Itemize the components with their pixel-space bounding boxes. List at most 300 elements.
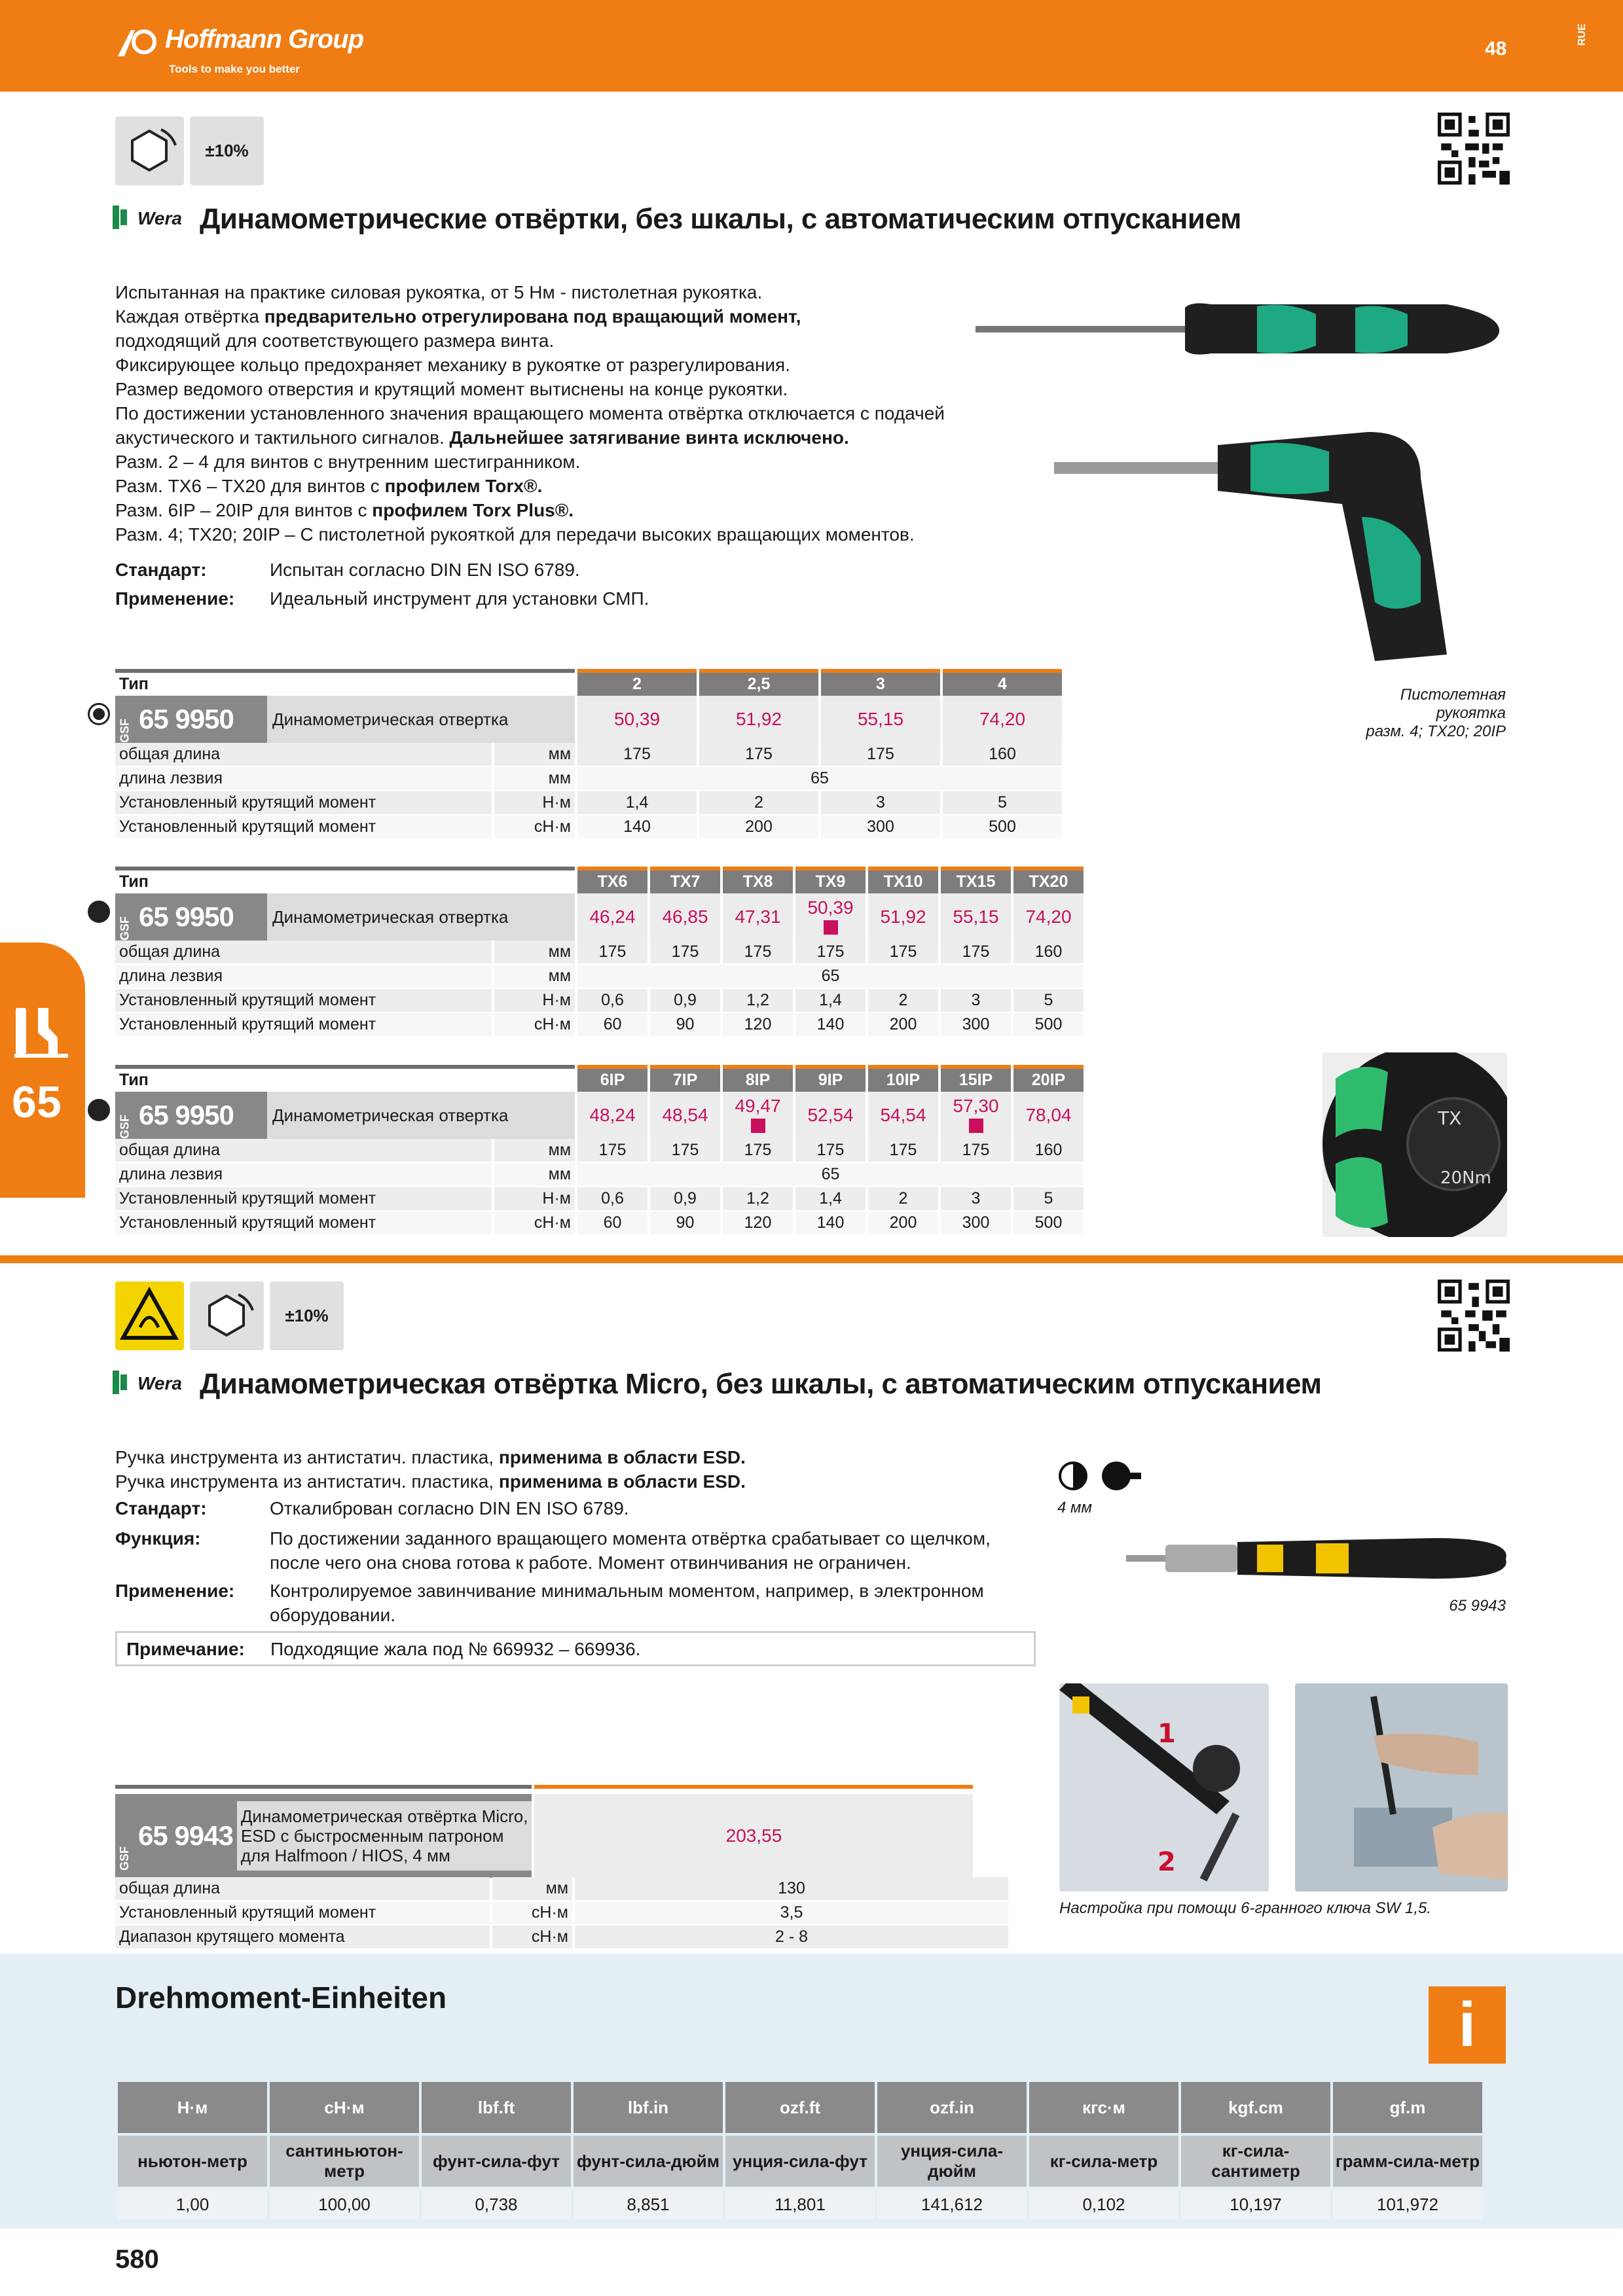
price-cell[interactable] — [577, 893, 647, 941]
spec-value: 175 — [577, 1139, 647, 1163]
spec-label: Диапазон крутящего момента — [115, 1926, 490, 1950]
spec-row — [115, 1926, 1008, 1950]
spec-value: 300 — [941, 1211, 1011, 1236]
handle-engraving-nm: 20Nm — [1440, 1168, 1491, 1188]
spec-value: 1,4 — [577, 791, 697, 816]
text: Размер ведомого отверстия и крутящий момент вытиснены на конце рукоятки. — [115, 379, 788, 399]
spec-label: общая длина — [115, 1877, 490, 1901]
unit-value: 11,801 — [725, 2189, 875, 2219]
spec-value: 90 — [650, 1211, 720, 1236]
catalog-page-number: 48 — [1485, 38, 1507, 60]
step-2-label: 2 — [1158, 1847, 1176, 1877]
type-label: Тип — [115, 867, 575, 893]
bold-text: применима в области ESD. — [498, 1471, 746, 1492]
unit-header: cН·м — [270, 2082, 419, 2133]
text: Разм. TX6 – TX20 для винтов с — [115, 476, 385, 496]
price-value: 51,92 — [880, 906, 926, 927]
handle-engraving-tx: TX — [1438, 1107, 1462, 1129]
brand-slogan: Tools to make you better — [169, 63, 300, 75]
spec-value: 160 — [1013, 941, 1084, 965]
function-label: Функция: — [115, 1528, 201, 1549]
spec-label: общая длина — [115, 941, 492, 965]
info-icon[interactable]: i — [1429, 1986, 1506, 2064]
unit-name: грамм-сила-метр — [1333, 2136, 1482, 2187]
article-number[interactable]: 65 9950 — [135, 696, 267, 743]
spec-value: 120 — [723, 1013, 793, 1037]
unit-header: ozf.ft — [725, 2082, 875, 2133]
price-cell[interactable] — [577, 696, 697, 743]
price-cell[interactable] — [723, 1092, 793, 1139]
description-line — [115, 280, 993, 304]
price-cell[interactable] — [795, 1092, 866, 1139]
article-description — [237, 1801, 532, 1871]
description-line — [115, 522, 993, 547]
tolerance-box-2 — [270, 1282, 344, 1350]
size-header: TX8 — [723, 867, 793, 893]
article-description: Динамометрическая отвертка — [267, 696, 559, 743]
spec-label: длина лезвия — [115, 965, 492, 989]
unit-value: 0,738 — [422, 2189, 571, 2219]
bold-text: предварительно отрегулирована под вращающий момент, — [264, 306, 801, 327]
application-label: Применение: — [115, 1581, 235, 1601]
article-inner — [115, 893, 559, 941]
spec-value: 300 — [941, 1013, 1011, 1037]
function-line: По достижении заданного вращающего момента отвёртка срабатывает со щелчком, — [270, 1528, 991, 1549]
unit-name: унция-сила-фут — [725, 2136, 875, 2187]
unit-value: 0,102 — [1029, 2189, 1178, 2219]
unit-value: 141,612 — [877, 2189, 1027, 2219]
gsf-label: GSF — [115, 1092, 135, 1139]
spec-unit: мм — [494, 1163, 575, 1187]
adjustment-photo-1 — [1059, 1683, 1269, 1892]
bold-text: применима в области ESD. — [498, 1447, 746, 1467]
price-value: 74,20 — [1025, 906, 1072, 927]
pistol-caption — [1283, 686, 1506, 741]
size-header: 3 — [821, 669, 940, 696]
price-cell[interactable]: 203,55 — [534, 1794, 973, 1878]
text: Разм. 4; TX20; 20IP – С пистолетной рукояткой для передачи высоких вращающих моментов. — [115, 524, 915, 545]
size-header: 8IP — [723, 1065, 793, 1092]
article-inner — [115, 1092, 559, 1139]
brand-logo-text: Hoffmann Group — [165, 25, 364, 54]
article-row[interactable] — [115, 1092, 1084, 1139]
description-line — [115, 377, 993, 401]
bold-text: профилем Torx®. — [384, 476, 543, 496]
description-line — [115, 1445, 993, 1469]
price-cell[interactable] — [650, 1092, 720, 1139]
table-top-rule — [534, 1785, 973, 1794]
size-header: 10IP — [868, 1065, 938, 1092]
article-cell[interactable] — [115, 1092, 575, 1139]
price-cell[interactable] — [941, 1092, 1011, 1139]
spec-value: 175 — [699, 743, 818, 767]
micro-product-table — [113, 1785, 976, 1878]
spec-value: 5 — [1013, 1187, 1084, 1211]
unit-header: Н·м — [118, 2082, 267, 2133]
article-row[interactable] — [115, 696, 1062, 743]
spec-row — [115, 1013, 1084, 1037]
spec-value: 130 — [575, 1877, 1008, 1901]
spec-unit: мм — [494, 1139, 575, 1163]
price-value: 51,92 — [735, 709, 782, 729]
price-cell[interactable] — [868, 893, 938, 941]
price-cell[interactable] — [795, 893, 866, 941]
text: Ручка инструмента из антистатич. пластика, — [115, 1447, 499, 1467]
unit-name: кг-сила-метр — [1029, 2136, 1178, 2187]
unit-name: кг-сила-сантиметр — [1181, 2136, 1330, 2187]
spec-value: 2 — [868, 1187, 938, 1211]
spec-label: Установленный крутящий момент — [115, 1211, 492, 1236]
spec-value: 175 — [868, 1139, 938, 1163]
description-line — [115, 450, 993, 474]
size-header-row — [115, 1065, 1084, 1092]
price-cell[interactable] — [723, 893, 793, 941]
article-number[interactable]: 65 9950 — [135, 893, 267, 941]
size-header: 9IP — [795, 1065, 866, 1092]
spec-value: 120 — [723, 1211, 793, 1236]
spec-value: 175 — [650, 941, 720, 965]
price-value: 78,04 — [1025, 1105, 1072, 1125]
spec-label: Установленный крутящий момент — [115, 1013, 492, 1037]
spec-value: 140 — [577, 816, 697, 840]
spec-label: длина лезвия — [115, 1163, 492, 1187]
spec-value: 140 — [795, 1013, 866, 1037]
hex-torque-symbol — [115, 117, 184, 185]
spec-row — [115, 743, 1062, 767]
function-value — [270, 1526, 991, 1575]
price-value: 54,54 — [880, 1105, 926, 1125]
text: Разм. 6IP – 20IP для винтов с — [115, 500, 373, 520]
spec-value: 3,5 — [575, 1901, 1008, 1926]
unit-name: сантиньютон-метр — [270, 2136, 419, 2187]
section1-description — [115, 280, 993, 547]
esd-symbol — [115, 1282, 184, 1350]
units-table — [115, 2079, 1485, 2222]
spec-unit: cН·м — [494, 816, 575, 840]
description-line — [115, 1469, 993, 1494]
spec-row — [115, 989, 1084, 1013]
size-header: 20IP — [1013, 1065, 1084, 1092]
page-number: 580 — [115, 2245, 159, 2274]
hexagon-icon — [115, 117, 184, 185]
spec-value: 0,6 — [577, 989, 647, 1013]
size-header: 15IP — [941, 1065, 1011, 1092]
spec-label: Установленный крутящий момент — [115, 1901, 490, 1926]
spec-unit: мм — [494, 743, 575, 767]
size-header: TX10 — [868, 867, 938, 893]
gsf-label: GSF — [115, 893, 135, 941]
screwdriver-image — [976, 275, 1506, 380]
spec-value: 175 — [650, 1139, 720, 1163]
spec-value: 0,9 — [650, 1187, 720, 1211]
section2-description — [115, 1445, 993, 1494]
spec-value: 500 — [1013, 1013, 1084, 1037]
spec-unit: мм — [494, 767, 575, 791]
price-value: 49,47 — [735, 1096, 781, 1116]
spec-row — [115, 816, 1062, 840]
spec-row — [115, 1139, 1084, 1163]
spec-value: 0,9 — [650, 989, 720, 1013]
spec-label: длина лезвия — [115, 767, 492, 791]
tolerance-box — [190, 117, 264, 185]
spec-value: 2 - 8 — [575, 1926, 1008, 1950]
application-value — [270, 1579, 984, 1627]
standard-value: Испытан согласно DIN EN ISO 6789. — [270, 560, 580, 580]
size-header: 2 — [577, 669, 697, 696]
description-line — [115, 329, 993, 353]
spec-value: 65 — [577, 767, 1062, 791]
micro-screwdriver-image — [1126, 1518, 1512, 1597]
tolerance-value: ±10% — [205, 141, 249, 160]
spec-value: 200 — [699, 816, 818, 840]
spec-row — [115, 1163, 1084, 1187]
price-cell[interactable] — [868, 1092, 938, 1139]
hexagon-icon — [190, 1282, 264, 1350]
text: акустического и тактильного сигналов. — [115, 427, 450, 448]
tools-icon — [12, 1001, 71, 1060]
spec-value: 1,4 — [795, 1187, 866, 1211]
price-cell[interactable] — [650, 893, 720, 941]
pistol-screwdriver-image — [1054, 406, 1512, 668]
size-header: 7IP — [650, 1065, 720, 1092]
text: По достижении установленного значения вращающего момента отвёртка отключается с подачей — [115, 403, 945, 423]
spec-row — [115, 965, 1084, 989]
price-cell[interactable] — [1013, 1092, 1084, 1139]
spec-unit: Н·м — [494, 791, 575, 816]
table-top-rule — [115, 1785, 532, 1794]
torx-icon — [88, 901, 110, 923]
section1-title: Динамометрические отвёртки, без шкалы, с автоматическим отпусканием — [200, 203, 1241, 235]
article-number[interactable]: 65 9943 — [134, 1801, 237, 1871]
desc-line: ESD с быстросменным патроном — [240, 1826, 504, 1846]
section2-title: Динамометрическая отвёртка Micro, без шкалы, с автоматическим отпусканием — [200, 1368, 1322, 1400]
price-value: 55,15 — [857, 709, 904, 729]
spec-label: Установленный крутящий момент — [115, 791, 492, 816]
size-header-row — [115, 867, 1084, 893]
description-line — [115, 425, 993, 450]
spec-row — [115, 791, 1062, 816]
spec-value: 175 — [941, 1139, 1011, 1163]
size-header: TX6 — [577, 867, 647, 893]
qr-code-icon[interactable] — [1438, 1280, 1510, 1352]
spec-value: 3 — [821, 791, 940, 816]
language-code: RUE — [1576, 24, 1588, 46]
spec-value: 1,2 — [723, 989, 793, 1013]
type-label: Тип — [115, 1065, 575, 1092]
chuck-symbols-icon — [1057, 1460, 1142, 1492]
wera-brand-text: Wera — [137, 1373, 182, 1393]
spec-value: 60 — [577, 1013, 647, 1037]
spec-unit: мм — [494, 941, 575, 965]
function-line: после чего она снова готова к работе. Момент отвинчивания не ограничен. — [270, 1552, 911, 1573]
spec-unit: cН·м — [494, 1013, 575, 1037]
application-line: оборудовании. — [270, 1605, 396, 1625]
description-line — [115, 401, 993, 425]
unit-value: 10,197 — [1181, 2189, 1330, 2219]
wera-brand-text: Wera — [137, 208, 182, 228]
hex-torque-symbol-2 — [190, 1282, 264, 1350]
price-value: 46,24 — [589, 906, 636, 927]
unit-header: lbf.in — [574, 2082, 723, 2133]
note-value: Подходящие жала под № 669932 – 669936. — [270, 1639, 641, 1659]
article-inner — [115, 696, 559, 743]
desc-line: Динамометрическая отвёртка Micro, — [240, 1806, 528, 1826]
spec-row — [115, 941, 1084, 965]
price-value: 48,54 — [662, 1105, 708, 1125]
spec-unit: мм — [494, 965, 575, 989]
description-line — [115, 353, 993, 377]
spec-row — [115, 767, 1062, 791]
spec-value: 160 — [1013, 1139, 1084, 1163]
unit-header: ozf.in — [877, 2082, 1027, 2133]
spec-value: 140 — [795, 1211, 866, 1236]
price-value: 50,39 — [613, 709, 661, 729]
standard-label: Стандарт: — [115, 560, 207, 580]
spec-value: 3 — [941, 1187, 1011, 1211]
price-value: 55,15 — [953, 906, 999, 927]
text: Испытанная на практике силовая рукоятка, от 5 Нм - пистолетная рукоятка. — [115, 282, 763, 302]
article-cell[interactable] — [115, 1794, 532, 1878]
spec-value: 200 — [868, 1211, 938, 1236]
esd-icon — [115, 1282, 184, 1350]
article-cell[interactable] — [115, 696, 575, 743]
spec-value: 200 — [868, 1013, 938, 1037]
spec-value: 175 — [795, 1139, 866, 1163]
size-header: TX20 — [1013, 867, 1084, 893]
gsf-label: GSF — [115, 696, 135, 743]
application-label: Применение: — [115, 588, 235, 609]
chapter-tab — [0, 942, 85, 1198]
micro-spec-table — [113, 1877, 1011, 1950]
unit-header: kgf.cm — [1181, 2082, 1330, 2133]
size-header: TX7 — [650, 867, 720, 893]
hoffmann-logo-icon — [115, 24, 161, 60]
new-price-marker-icon — [824, 920, 838, 935]
photo-caption: Настройка при помощи 6-гранного ключа SW 1,5. — [1059, 1899, 1432, 1917]
spec-value: 5 — [943, 791, 1062, 816]
description-line — [115, 474, 993, 498]
unit-header: кгс·м — [1029, 2082, 1178, 2133]
spec-value: 175 — [868, 941, 938, 965]
adjustment-photo-2 — [1295, 1683, 1508, 1892]
spec-value: 175 — [577, 743, 697, 767]
spec-label: Установленный крутящий момент — [115, 989, 492, 1013]
price-cell[interactable] — [699, 696, 818, 743]
spec-value: 500 — [1013, 1211, 1084, 1236]
size-header-row — [115, 669, 1062, 696]
pistol-caption-line: разм. 4; TX20; 20IP — [1366, 723, 1506, 740]
spec-value: 1,2 — [723, 1187, 793, 1211]
unit-header: gf.m — [1333, 2082, 1482, 2133]
price-cell[interactable] — [943, 696, 1062, 743]
size-header: TX15 — [941, 867, 1011, 893]
note-box — [115, 1631, 1036, 1666]
unit-name: ньютон-метр — [118, 2136, 267, 2187]
price-value: 48,24 — [589, 1105, 636, 1125]
hex-socket-icon — [88, 703, 110, 725]
spec-label: общая длина — [115, 743, 492, 767]
spec-row — [115, 1901, 1008, 1926]
text: Ручка инструмента из антистатич. пластика, — [115, 1471, 499, 1492]
price-value: 57,30 — [953, 1096, 999, 1116]
size-header: 6IP — [577, 1065, 647, 1092]
spec-label: Установленный крутящий момент — [115, 1187, 492, 1211]
bold-text: Дальнейшее затягивание винта исключено. — [449, 427, 849, 448]
spec-value: 5 — [1013, 989, 1084, 1013]
unit-header: lbf.ft — [422, 2082, 571, 2133]
article-description: Динамометрическая отвертка — [267, 893, 559, 941]
step-1-label: 1 — [1158, 1719, 1176, 1749]
spec-value: 175 — [821, 743, 940, 767]
text: Каждая отвёртка — [115, 306, 264, 327]
qr-code-icon[interactable] — [1438, 113, 1510, 185]
spec-row — [115, 1877, 1008, 1901]
section-separator — [0, 1255, 1623, 1263]
description-line — [115, 498, 993, 522]
price-value: 46,85 — [662, 906, 708, 927]
size-header: 4 — [943, 669, 1062, 696]
unit-value: 8,851 — [574, 2189, 723, 2219]
spec-value: 500 — [943, 816, 1062, 840]
price-cell[interactable] — [941, 893, 1011, 941]
description-line — [115, 304, 993, 329]
spec-row — [115, 1211, 1084, 1236]
type-label: Тип — [115, 669, 575, 696]
pistol-caption-line: рукоятка — [1436, 704, 1506, 722]
text: Фиксирующее кольцо предохраняет механику в рукоятке от разрегулирования. — [115, 355, 790, 375]
price-cell[interactable] — [821, 696, 940, 743]
spec-unit: cН·м — [492, 1926, 572, 1950]
spec-value: 3 — [941, 989, 1011, 1013]
standard-value: Откалиброван согласно DIN EN ISO 6789. — [270, 1498, 629, 1518]
standard-label: Стандарт: — [115, 1498, 207, 1518]
article-number[interactable]: 65 9950 — [135, 1092, 267, 1139]
torx-plus-icon — [88, 1099, 110, 1121]
application-line: Контролируемое завинчивание минимальным моментом, например, в электронном — [270, 1581, 984, 1601]
spec-value: 175 — [723, 1139, 793, 1163]
spec-value: 2 — [868, 989, 938, 1013]
spec-unit: Н·м — [494, 1187, 575, 1211]
text: подходящий для соответствующего размера винта. — [115, 331, 555, 351]
new-price-marker-icon — [969, 1119, 983, 1133]
note-label: Примечание: — [126, 1639, 245, 1659]
article-description: Динамометрическая отвертка — [267, 1092, 559, 1139]
unit-name: унция-сила-дюйм — [877, 2136, 1027, 2187]
unit-name: фунт-сила-фут — [422, 2136, 571, 2187]
article-cell[interactable] — [115, 893, 575, 941]
spec-value: 300 — [821, 816, 940, 840]
spec-value: 175 — [723, 941, 793, 965]
unit-name: фунт-сила-дюйм — [574, 2136, 723, 2187]
size-header: 2,5 — [699, 669, 818, 696]
price-cell[interactable] — [1013, 893, 1084, 941]
article-row[interactable] — [115, 893, 1084, 941]
spec-value: 175 — [941, 941, 1011, 965]
size-caption: 4 мм — [1057, 1499, 1092, 1516]
spec-value: 1,4 — [795, 989, 866, 1013]
spec-unit: cН·м — [492, 1901, 572, 1926]
new-price-marker-icon — [751, 1119, 765, 1133]
spec-value: 160 — [943, 743, 1062, 767]
chapter-number: 65 — [12, 1077, 62, 1127]
text: Разм. 2 – 4 для винтов с внутренним шестигранником. — [115, 452, 581, 472]
handle-closeup-photo — [1322, 1052, 1507, 1237]
unit-value: 100,00 — [270, 2189, 419, 2219]
spec-value: 65 — [577, 965, 1084, 989]
price-cell[interactable] — [577, 1092, 647, 1139]
spec-value: 175 — [577, 941, 647, 965]
spec-value: 0,6 — [577, 1187, 647, 1211]
